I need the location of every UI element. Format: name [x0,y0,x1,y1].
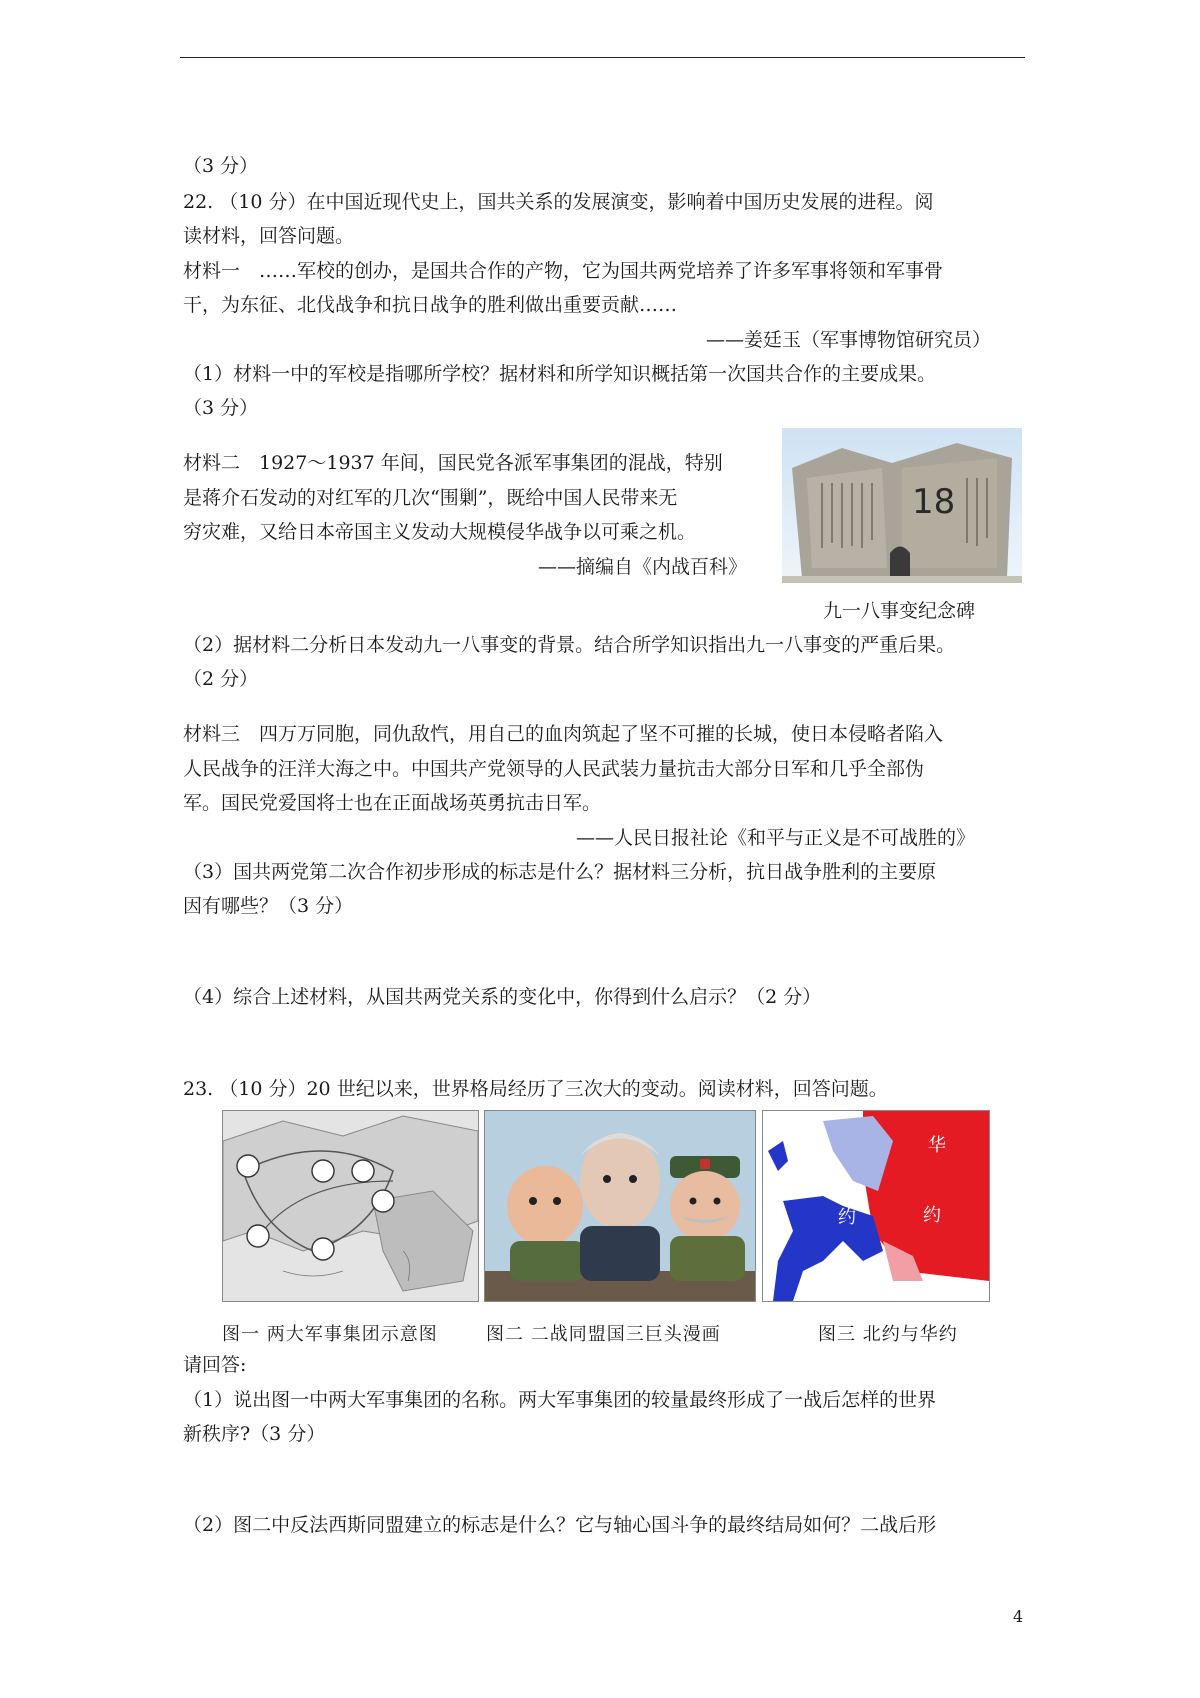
material-2-source: ——摘编自《内战百科》 [538,556,748,578]
question-22-3: （3）国共两党第二次合作初步形成的标志是什么？据材料三分析，抗日战争胜利的主要原 [183,861,937,883]
question-22-stem: 22. （10 分）在中国近现代史上，国共关系的发展演变，影响着中国历史发展的进程。阅 [183,191,934,213]
answer-prompt: 请回答: [183,1354,247,1376]
score-note: （3 分） [183,155,259,177]
map-label-bei: 北 [808,1270,826,1291]
figure-2-caption: 图二 二战同盟国三巨头漫画 [486,1324,721,1345]
material-1-text-cont: 干，为东征、北伐战争和抗日战争的胜利做出重要贡献…… [183,294,678,316]
question-23-1-cont: 新秩序?（3 分） [183,1423,326,1445]
figure-2-cartoon [484,1110,756,1302]
map-label-hua: 华 [928,1135,946,1156]
question-22-4: （4）综合上述材料，从国共两党关系的变化中，你得到什么启示？（2 分） [183,986,822,1008]
monument-photo [782,428,1022,583]
question-23-2: （2）图二中反法西斯同盟建立的标志是什么？它与轴心国斗争的最终结局如何？二战后形 [183,1514,937,1536]
figure-1-caption: 图一 两大军事集团示意图 [222,1324,438,1345]
material-3-text: 材料三 四万万同胞，同仇敌忾，用自己的血肉筑起了坚不可摧的长城，使日本侵略者陷入 [183,723,944,745]
figure-3-map [762,1110,990,1302]
question-22-1-score: （3 分） [183,397,259,419]
material-3-text-cont: 人民战争的汪洋大海之中。中国共产党领导的人民武装力量抗击大部分日军和几乎全部伪 [183,758,925,780]
question-22-2-score: （2 分） [183,668,259,690]
question-23-stem: 23. （10 分）20 世纪以来，世界格局经历了三次大的变动。阅读材料，回答问题。 [183,1078,888,1100]
material-3-source: ——人民日报社论《和平与正义是不可战胜的》 [576,827,976,849]
map-label-yue-warsaw: 约 [923,1205,941,1226]
map-label-yue-nato: 约 [838,1207,856,1228]
material-1-text: 材料一 ……军校的创办，是国共合作的产物，它为国共两党培养了许多军事将领和军事骨 [183,260,944,282]
question-22-2: （2）据材料二分析日本发动九一八事变的背景。结合所学知识指出九一八事变的严重后果。 [183,634,956,656]
figure-1-map [222,1110,479,1302]
material-2-text-cont2: 穷灾难，又给日本帝国主义发动大规模侵华战争以可乘之机。 [183,521,697,543]
material-1-source: ——姜廷玉（军事博物馆研究员） [706,329,992,351]
header-rule [180,57,1025,58]
material-2-text: 材料二 1927～1937 年间，国民党各派军事集团的混战，特别 [183,452,723,474]
monument-number: 18 [912,482,956,522]
question-22-1: （1）材料一中的军校是指哪所学校？据材料和所学知识概括第一次国共合作的主要成果。 [183,363,937,385]
question-22-3-cont: 因有哪些？（3 分） [183,895,354,917]
question-22-stem-cont: 读材料，回答问题。 [183,225,355,247]
page-number: 4 [1013,1607,1024,1626]
question-23-1: （1）说出图一中两大军事集团的名称。两大军事集团的较量最终形成了一战后怎样的世界 [183,1389,937,1411]
photo-caption: 九一八事变纪念碑 [823,600,976,622]
figure-3-caption: 图三 北约与华约 [818,1324,958,1345]
material-2-text-cont: 是蒋介石发动的对红军的几次“围剿”，既给中国人民带来无 [183,487,678,509]
material-3-text-cont2: 军。国民党爱国将士也在正面战场英勇抗击日军。 [183,792,602,814]
